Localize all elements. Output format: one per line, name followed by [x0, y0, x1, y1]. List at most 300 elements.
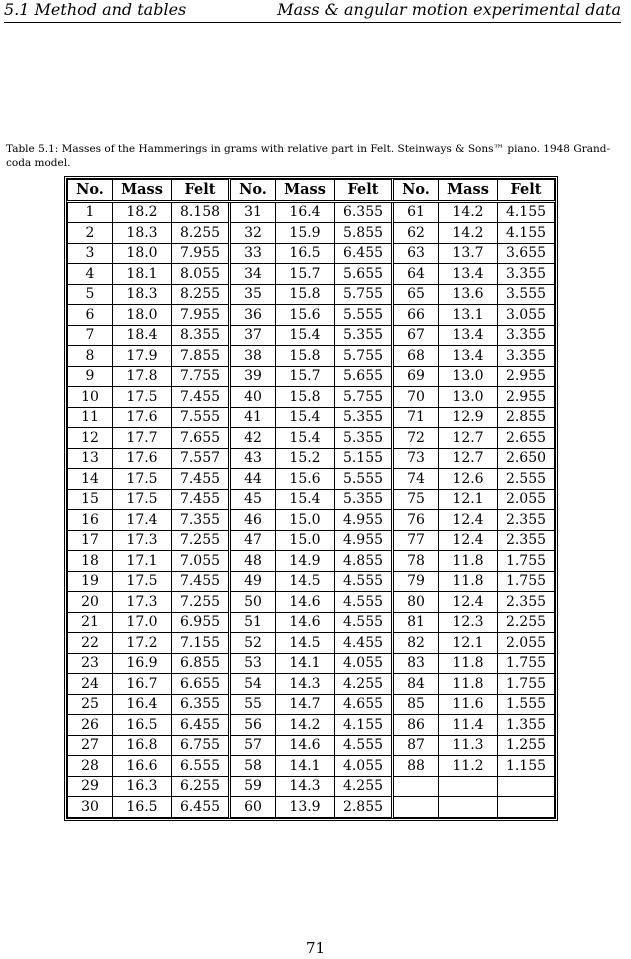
cell-mass: 15.4 — [276, 428, 335, 449]
cell-felt: 8.255 — [172, 284, 230, 305]
cell-felt: 3.055 — [498, 305, 555, 326]
table-row — [68, 735, 555, 756]
cell-mass: 17.5 — [113, 571, 172, 592]
column-header-mass: Mass — [439, 180, 498, 202]
cell-mass: 16.8 — [113, 735, 172, 756]
column-header-number: No. — [393, 180, 439, 202]
cell-number: 8 — [68, 346, 113, 367]
cell-felt: 1.755 — [498, 653, 555, 674]
cell-mass: 11.8 — [439, 551, 498, 572]
cell-felt — [498, 797, 555, 818]
cell-felt: 6.655 — [172, 674, 230, 695]
cell-mass: 17.0 — [113, 612, 172, 633]
cell-mass: 15.4 — [276, 489, 335, 510]
cell-felt: 7.755 — [172, 366, 230, 387]
cell-felt: 2.855 — [498, 407, 555, 428]
cell-number: 71 — [393, 407, 439, 428]
cell-felt: 4.155 — [498, 223, 555, 244]
cell-mass: 12.6 — [439, 469, 498, 490]
cell-felt: 7.255 — [172, 530, 230, 551]
cell-mass: 12.4 — [439, 530, 498, 551]
table-row — [68, 612, 555, 633]
cell-mass: 15.6 — [276, 469, 335, 490]
cell-number: 84 — [393, 674, 439, 695]
cell-number: 64 — [393, 264, 439, 285]
table-row — [68, 366, 555, 387]
cell-mass: 14.1 — [276, 756, 335, 777]
cell-felt: 3.655 — [498, 243, 555, 264]
cell-mass: 16.9 — [113, 653, 172, 674]
table-row — [68, 284, 555, 305]
cell-number: 30 — [68, 797, 113, 818]
cell-felt: 2.355 — [498, 510, 555, 531]
cell-number: 66 — [393, 305, 439, 326]
cell-number: 55 — [230, 694, 276, 715]
cell-number: 56 — [230, 715, 276, 736]
cell-mass: 12.4 — [439, 592, 498, 613]
cell-felt: 1.755 — [498, 571, 555, 592]
cell-felt: 4.655 — [335, 694, 393, 715]
cell-mass: 17.9 — [113, 346, 172, 367]
table-row — [68, 407, 555, 428]
cell-number: 1 — [68, 201, 113, 223]
cell-number: 2 — [68, 223, 113, 244]
table-caption: Table 5.1: Masses of the Hammerings in grams with relative part in Felt. Steinways & Sons™ piano. 1948 Grand-coda model. — [6, 143, 611, 169]
cell-mass: 15.6 — [276, 305, 335, 326]
cell-number: 76 — [393, 510, 439, 531]
cell-mass: 14.9 — [276, 551, 335, 572]
cell-mass: 15.2 — [276, 448, 335, 469]
cell-mass: 11.6 — [439, 694, 498, 715]
cell-number: 46 — [230, 510, 276, 531]
table-row — [68, 756, 555, 777]
cell-felt: 1.255 — [498, 735, 555, 756]
cell-felt: 4.455 — [335, 633, 393, 654]
cell-felt: 2.555 — [498, 469, 555, 490]
cell-mass: 18.0 — [113, 243, 172, 264]
table-row — [68, 653, 555, 674]
cell-mass: 16.4 — [276, 201, 335, 223]
cell-number: 36 — [230, 305, 276, 326]
cell-number: 14 — [68, 469, 113, 490]
cell-mass: 13.4 — [439, 346, 498, 367]
cell-mass: 18.3 — [113, 223, 172, 244]
cell-felt: 2.255 — [498, 612, 555, 633]
table-row — [68, 571, 555, 592]
column-header-felt: Felt — [172, 180, 230, 202]
cell-felt: 8.158 — [172, 201, 230, 223]
cell-felt: 5.755 — [335, 346, 393, 367]
cell-felt: 7.555 — [172, 407, 230, 428]
cell-felt: 4.955 — [335, 530, 393, 551]
cell-felt: 6.355 — [335, 201, 393, 223]
header-chapter-title: Mass & angular motion experimental data — [277, 0, 621, 19]
cell-mass: 15.8 — [276, 346, 335, 367]
column-header-felt: Felt — [335, 180, 393, 202]
table-row — [68, 715, 555, 736]
column-header-number: No. — [68, 180, 113, 202]
cell-number: 29 — [68, 776, 113, 797]
cell-felt: 5.555 — [335, 469, 393, 490]
cell-mass: 13.4 — [439, 325, 498, 346]
cell-mass: 11.2 — [439, 756, 498, 777]
table-row — [68, 776, 555, 797]
cell-felt: 8.255 — [172, 223, 230, 244]
cell-mass: 13.1 — [439, 305, 498, 326]
cell-felt: 7.455 — [172, 489, 230, 510]
cell-mass: 16.4 — [113, 694, 172, 715]
cell-felt: 3.355 — [498, 346, 555, 367]
cell-number: 58 — [230, 756, 276, 777]
cell-number: 6 — [68, 305, 113, 326]
cell-felt: 6.455 — [172, 715, 230, 736]
cell-felt: 5.755 — [335, 284, 393, 305]
cell-felt: 6.555 — [172, 756, 230, 777]
cell-number: 21 — [68, 612, 113, 633]
cell-number: 11 — [68, 407, 113, 428]
cell-number: 18 — [68, 551, 113, 572]
cell-felt: 4.555 — [335, 571, 393, 592]
cell-number: 48 — [230, 551, 276, 572]
cell-felt: 8.055 — [172, 264, 230, 285]
cell-number: 85 — [393, 694, 439, 715]
cell-felt: 4.555 — [335, 592, 393, 613]
table-row — [68, 694, 555, 715]
cell-mass: 11.8 — [439, 653, 498, 674]
cell-number: 78 — [393, 551, 439, 572]
cell-mass: 15.4 — [276, 407, 335, 428]
cell-felt: 6.855 — [172, 653, 230, 674]
cell-felt: 6.955 — [172, 612, 230, 633]
cell-felt: 1.755 — [498, 551, 555, 572]
cell-felt: 3.355 — [498, 325, 555, 346]
cell-felt: 6.455 — [172, 797, 230, 818]
cell-mass: 15.8 — [276, 284, 335, 305]
cell-mass: 15.8 — [276, 387, 335, 408]
cell-felt: 6.255 — [172, 776, 230, 797]
cell-mass: 16.5 — [276, 243, 335, 264]
cell-number: 3 — [68, 243, 113, 264]
cell-number: 32 — [230, 223, 276, 244]
cell-mass: 18.0 — [113, 305, 172, 326]
table-row — [68, 510, 555, 531]
cell-number: 35 — [230, 284, 276, 305]
cell-felt: 7.255 — [172, 592, 230, 613]
cell-number: 23 — [68, 653, 113, 674]
cell-mass: 18.3 — [113, 284, 172, 305]
cell-number: 42 — [230, 428, 276, 449]
cell-felt: 4.055 — [335, 653, 393, 674]
cell-number: 5 — [68, 284, 113, 305]
cell-mass: 17.6 — [113, 407, 172, 428]
table-row — [68, 633, 555, 654]
table-row — [68, 448, 555, 469]
cell-mass: 15.4 — [276, 325, 335, 346]
cell-number: 79 — [393, 571, 439, 592]
cell-mass: 11.8 — [439, 571, 498, 592]
cell-mass: 17.6 — [113, 448, 172, 469]
cell-felt: 4.255 — [335, 776, 393, 797]
cell-felt: 3.555 — [498, 284, 555, 305]
cell-felt: 7.557 — [172, 448, 230, 469]
cell-felt: 2.055 — [498, 489, 555, 510]
column-header-mass: Mass — [276, 180, 335, 202]
cell-felt: 5.855 — [335, 223, 393, 244]
cell-felt: 7.855 — [172, 346, 230, 367]
cell-mass: 17.2 — [113, 633, 172, 654]
table-row — [68, 346, 555, 367]
cell-number: 60 — [230, 797, 276, 818]
header-section-title: 5.1 Method and tables — [4, 0, 187, 19]
cell-number: 44 — [230, 469, 276, 490]
cell-number: 53 — [230, 653, 276, 674]
cell-felt: 2.955 — [498, 366, 555, 387]
cell-number: 38 — [230, 346, 276, 367]
cell-mass: 12.7 — [439, 428, 498, 449]
cell-number: 59 — [230, 776, 276, 797]
cell-felt: 5.655 — [335, 366, 393, 387]
cell-mass: 14.2 — [276, 715, 335, 736]
cell-number: 25 — [68, 694, 113, 715]
cell-mass: 14.2 — [439, 223, 498, 244]
cell-felt: 6.755 — [172, 735, 230, 756]
cell-felt: 2.855 — [335, 797, 393, 818]
cell-number: 62 — [393, 223, 439, 244]
cell-mass: 14.1 — [276, 653, 335, 674]
cell-felt: 2.055 — [498, 633, 555, 654]
cell-number: 63 — [393, 243, 439, 264]
cell-felt: 7.355 — [172, 510, 230, 531]
page-number: 71 — [305, 939, 326, 957]
cell-number — [393, 776, 439, 797]
cell-mass — [439, 776, 498, 797]
cell-felt: 4.555 — [335, 612, 393, 633]
cell-mass: 14.5 — [276, 571, 335, 592]
cell-mass: 14.6 — [276, 735, 335, 756]
cell-felt: 1.355 — [498, 715, 555, 736]
cell-mass: 12.1 — [439, 489, 498, 510]
table-row — [68, 489, 555, 510]
cell-felt: 7.955 — [172, 305, 230, 326]
cell-number: 27 — [68, 735, 113, 756]
cell-number: 9 — [68, 366, 113, 387]
cell-felt: 5.355 — [335, 325, 393, 346]
cell-felt: 1.155 — [498, 756, 555, 777]
cell-mass: 17.8 — [113, 366, 172, 387]
cell-number: 47 — [230, 530, 276, 551]
cell-mass: 13.4 — [439, 264, 498, 285]
cell-number: 75 — [393, 489, 439, 510]
table-row — [68, 243, 555, 264]
table-row — [68, 223, 555, 244]
cell-felt: 4.555 — [335, 735, 393, 756]
cell-number: 68 — [393, 346, 439, 367]
cell-felt — [498, 776, 555, 797]
column-header-number: No. — [230, 180, 276, 202]
cell-number: 15 — [68, 489, 113, 510]
cell-felt: 4.855 — [335, 551, 393, 572]
cell-number: 77 — [393, 530, 439, 551]
cell-mass: 14.6 — [276, 592, 335, 613]
cell-number: 52 — [230, 633, 276, 654]
table-row — [68, 674, 555, 695]
cell-mass: 14.6 — [276, 612, 335, 633]
cell-mass: 12.3 — [439, 612, 498, 633]
cell-felt: 1.755 — [498, 674, 555, 695]
cell-mass: 17.5 — [113, 469, 172, 490]
cell-mass: 18.4 — [113, 325, 172, 346]
data-table-frame — [64, 176, 558, 821]
cell-number: 73 — [393, 448, 439, 469]
table-body — [68, 201, 555, 817]
cell-number: 49 — [230, 571, 276, 592]
cell-mass: 17.3 — [113, 530, 172, 551]
cell-number: 50 — [230, 592, 276, 613]
cell-felt: 4.055 — [335, 756, 393, 777]
cell-mass: 12.9 — [439, 407, 498, 428]
cell-felt: 2.355 — [498, 530, 555, 551]
cell-number: 41 — [230, 407, 276, 428]
cell-number: 43 — [230, 448, 276, 469]
cell-number: 34 — [230, 264, 276, 285]
cell-mass: 13.9 — [276, 797, 335, 818]
cell-number: 16 — [68, 510, 113, 531]
cell-felt: 7.655 — [172, 428, 230, 449]
cell-number: 10 — [68, 387, 113, 408]
cell-number: 69 — [393, 366, 439, 387]
cell-mass: 15.7 — [276, 366, 335, 387]
cell-felt: 2.650 — [498, 448, 555, 469]
cell-mass: 15.0 — [276, 510, 335, 531]
cell-felt: 4.155 — [335, 715, 393, 736]
cell-felt: 5.655 — [335, 264, 393, 285]
table-header-row — [68, 180, 555, 202]
cell-mass: 15.7 — [276, 264, 335, 285]
cell-number: 20 — [68, 592, 113, 613]
cell-mass: 11.4 — [439, 715, 498, 736]
cell-felt: 2.955 — [498, 387, 555, 408]
cell-number: 13 — [68, 448, 113, 469]
cell-mass: 13.7 — [439, 243, 498, 264]
cell-number: 39 — [230, 366, 276, 387]
cell-number: 51 — [230, 612, 276, 633]
cell-mass: 16.3 — [113, 776, 172, 797]
cell-number — [393, 797, 439, 818]
cell-number: 28 — [68, 756, 113, 777]
cell-felt: 7.955 — [172, 243, 230, 264]
cell-felt: 2.655 — [498, 428, 555, 449]
table-row — [68, 305, 555, 326]
mass-felt-table — [67, 179, 555, 818]
cell-felt: 4.955 — [335, 510, 393, 531]
cell-mass: 17.5 — [113, 387, 172, 408]
cell-number: 81 — [393, 612, 439, 633]
cell-felt: 6.355 — [172, 694, 230, 715]
cell-number: 31 — [230, 201, 276, 223]
cell-felt: 5.355 — [335, 407, 393, 428]
cell-number: 22 — [68, 633, 113, 654]
cell-number: 83 — [393, 653, 439, 674]
cell-felt: 4.255 — [335, 674, 393, 695]
cell-mass: 17.3 — [113, 592, 172, 613]
cell-mass: 15.9 — [276, 223, 335, 244]
cell-mass: 16.5 — [113, 797, 172, 818]
cell-felt: 7.155 — [172, 633, 230, 654]
cell-felt: 1.555 — [498, 694, 555, 715]
cell-number: 65 — [393, 284, 439, 305]
table-row — [68, 428, 555, 449]
cell-number: 24 — [68, 674, 113, 695]
table-row — [68, 530, 555, 551]
cell-felt: 4.155 — [498, 201, 555, 223]
cell-number: 33 — [230, 243, 276, 264]
cell-number: 80 — [393, 592, 439, 613]
cell-felt: 7.455 — [172, 571, 230, 592]
cell-mass: 14.7 — [276, 694, 335, 715]
table-row — [68, 469, 555, 490]
cell-felt: 5.155 — [335, 448, 393, 469]
cell-number: 26 — [68, 715, 113, 736]
cell-mass: 15.0 — [276, 530, 335, 551]
cell-mass: 16.6 — [113, 756, 172, 777]
table-row — [68, 264, 555, 285]
column-header-felt: Felt — [498, 180, 555, 202]
cell-mass: 17.4 — [113, 510, 172, 531]
cell-mass: 14.3 — [276, 674, 335, 695]
cell-number: 45 — [230, 489, 276, 510]
cell-mass: 17.7 — [113, 428, 172, 449]
cell-number: 19 — [68, 571, 113, 592]
cell-felt: 6.455 — [335, 243, 393, 264]
cell-mass: 12.4 — [439, 510, 498, 531]
cell-number: 87 — [393, 735, 439, 756]
cell-mass: 12.1 — [439, 633, 498, 654]
cell-felt: 7.455 — [172, 469, 230, 490]
table-row — [68, 797, 555, 818]
cell-mass: 13.6 — [439, 284, 498, 305]
cell-felt: 5.355 — [335, 428, 393, 449]
cell-felt: 5.355 — [335, 489, 393, 510]
cell-number: 61 — [393, 201, 439, 223]
cell-mass: 16.5 — [113, 715, 172, 736]
cell-number: 88 — [393, 756, 439, 777]
cell-mass: 13.0 — [439, 387, 498, 408]
cell-mass: 18.1 — [113, 264, 172, 285]
table-row — [68, 551, 555, 572]
table-row — [68, 387, 555, 408]
cell-number: 57 — [230, 735, 276, 756]
cell-mass: 17.5 — [113, 489, 172, 510]
running-header — [4, 0, 621, 23]
cell-felt: 5.555 — [335, 305, 393, 326]
table-row — [68, 592, 555, 613]
cell-mass: 11.3 — [439, 735, 498, 756]
cell-mass: 16.7 — [113, 674, 172, 695]
cell-mass: 12.7 — [439, 448, 498, 469]
cell-number: 72 — [393, 428, 439, 449]
table-row — [68, 325, 555, 346]
cell-mass — [439, 797, 498, 818]
cell-number: 7 — [68, 325, 113, 346]
cell-number: 67 — [393, 325, 439, 346]
cell-number: 17 — [68, 530, 113, 551]
cell-felt: 8.355 — [172, 325, 230, 346]
cell-felt: 2.355 — [498, 592, 555, 613]
cell-number: 40 — [230, 387, 276, 408]
cell-number: 70 — [393, 387, 439, 408]
cell-mass: 11.8 — [439, 674, 498, 695]
table-row — [68, 201, 555, 223]
